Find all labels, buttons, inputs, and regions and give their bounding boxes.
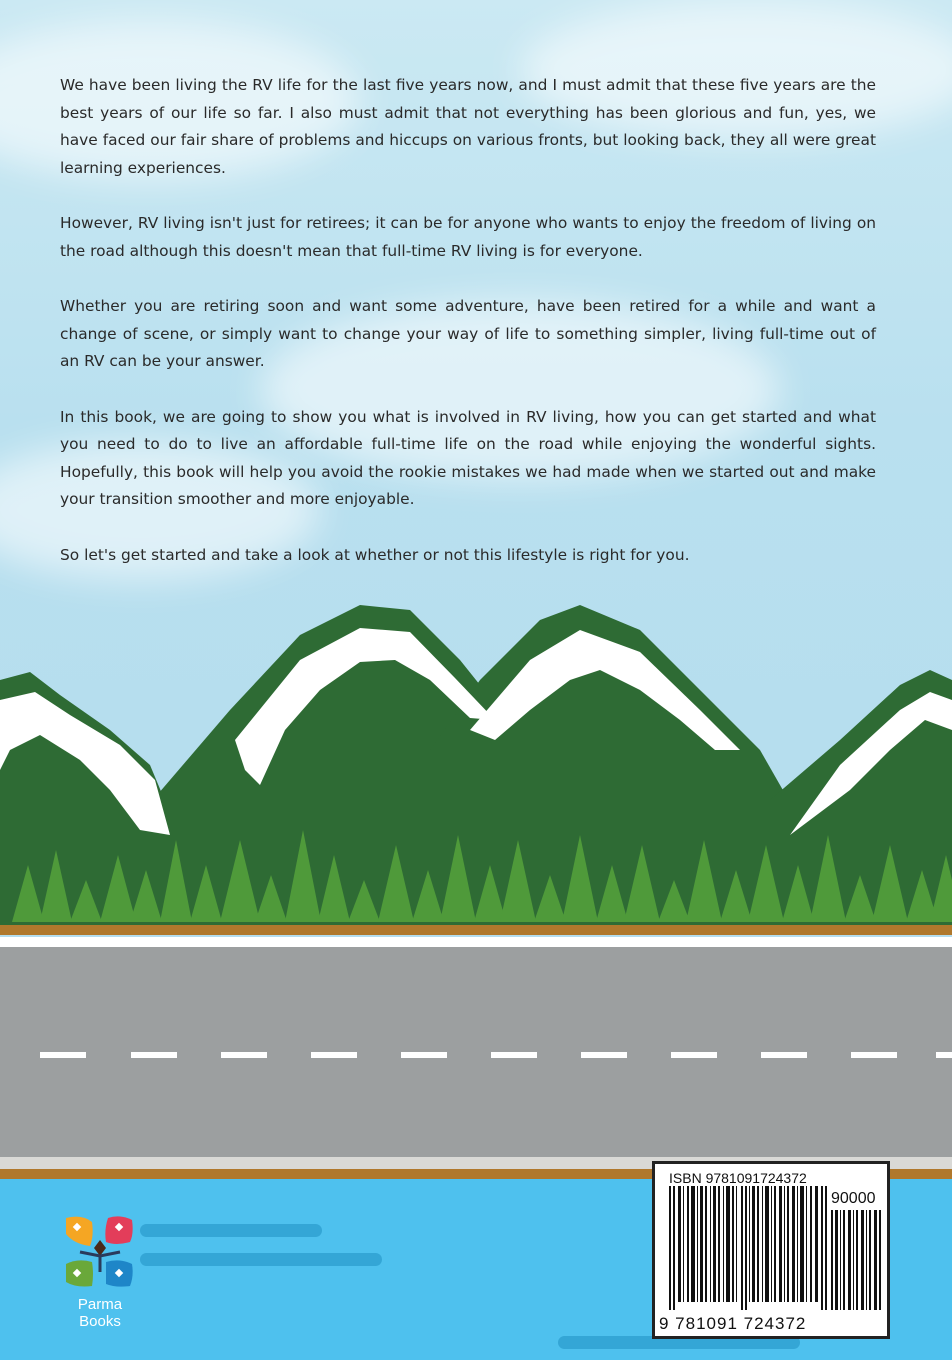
lane-dash	[936, 1052, 952, 1058]
lane-dash	[401, 1052, 447, 1058]
blurb-paragraph-2: However, RV living isn't just for retirees; it can be for anyone who wants to enjoy the freedom of living on the road although this doesn't mean that full-time RV living is for everyone.	[60, 214, 876, 260]
isbn-label: ISBN 9781091724372	[669, 1170, 807, 1186]
lane-dash	[40, 1052, 86, 1058]
lane-dash	[851, 1052, 897, 1058]
water-ripple	[140, 1224, 322, 1237]
price-code: 90000	[831, 1190, 876, 1207]
blurb-paragraph-4: In this book, we are going to show you what is involved in RV living, how you can get started and what you need to do to live an affordable full-time life on the road while enjoying the wonderful sights. Hopefully, this book will help you avoid the rookie mistakes we had made when we started out and make your transition smoother and more enjoyable.	[60, 407, 876, 508]
mountain-landscape	[0, 600, 952, 930]
publisher-name: Parma Books	[77, 1296, 123, 1330]
lane-dash	[221, 1052, 267, 1058]
lane-dash	[761, 1052, 807, 1058]
isbn-digits: 9 781091 724372	[659, 1314, 807, 1333]
blurb-paragraph-3: Whether you are retiring soon and want some adventure, have been retired for a while and want a change of scene, or simply want to change your way of life to something simpler, living full-time out of an RV can be your answer.	[60, 297, 876, 370]
barcode-bars-addon	[831, 1210, 881, 1310]
blurb-paragraph-5: So let's get started and take a look at whether or not this lifestyle is right for you.	[60, 545, 690, 564]
road-shoulder-top	[0, 925, 952, 935]
isbn-barcode	[652, 1161, 890, 1339]
lane-dash	[311, 1052, 357, 1058]
blurb-paragraph-1: We have been living the RV life for the last five years now, and I must admit that these five years are the best years of our life so far. I also must admit that not everything has been glorious and fun, yes, we have faced our fair share of problems and hiccups on various fronts, but looking back, they all were great learning experiences.	[60, 76, 876, 177]
lane-dash	[491, 1052, 537, 1058]
lane-dash	[671, 1052, 717, 1058]
back-cover-blurb	[60, 72, 876, 597]
lane-dash	[131, 1052, 177, 1058]
barcode-bars-main	[669, 1186, 827, 1310]
lane-dash	[581, 1052, 627, 1058]
road-edge-line-top	[0, 937, 952, 947]
water-ripple	[140, 1253, 382, 1266]
